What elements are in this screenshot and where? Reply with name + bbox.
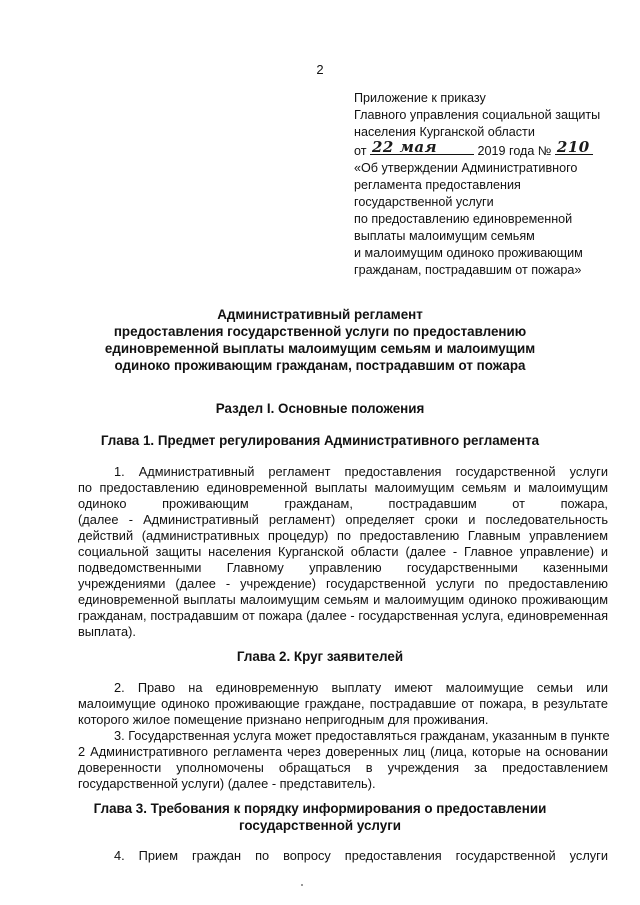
date-signature-field — [370, 138, 474, 156]
appendix-line: по предоставлению единовременной — [354, 212, 573, 226]
year-label: 2019 года № — [477, 144, 552, 158]
heading-line: государственной услуги — [238, 818, 402, 833]
text-line: малоимущие одиноко проживающие граждане, пострадавшие от пожара, в результате — [78, 696, 608, 711]
title-line: одиноко проживающим гражданам, пострадавшим от пожара — [114, 358, 526, 373]
title-line: предоставления государственной услуги по предоставлению — [113, 324, 527, 339]
chapter-1-heading: Глава 1. Предмет регулирования Административного регламента — [100, 433, 540, 448]
text-line: 1. Административный регламент предоставления государственной услуги — [114, 464, 608, 479]
scan-speck — [301, 884, 303, 886]
text-line: государственной услуги) (далее - представитель). — [78, 776, 376, 791]
chapter-3-heading — [0, 800, 640, 834]
appendix-line: Приложение к приказу — [354, 91, 486, 105]
text-line: учреждениями (далее - учреждение) государственной услуги по предоставлению — [78, 576, 608, 591]
text-line: гражданам, пострадавшим от пожара (далее - государственная услуга, единовременная — [78, 608, 608, 623]
paragraph-3 — [78, 728, 608, 792]
appendix-line: и малоимущим одиноко проживающим — [354, 246, 583, 260]
paragraph-4 — [78, 848, 608, 864]
text-line: 2. Право на единовременную выплату имеют малоимущие семьи или — [114, 680, 608, 695]
title-line: Административный регламент — [217, 307, 423, 322]
document-title — [0, 306, 640, 374]
text-line: доверенности уполномочены обращаться в учреждения за предоставлением — [78, 760, 608, 775]
appendix-line: государственной услуги — [354, 195, 494, 209]
page-number: 2 — [316, 62, 324, 77]
paragraph-2 — [78, 680, 608, 728]
text-line: действий (административных процедур) по предоставлению Главным управлением — [78, 528, 608, 543]
section-heading: Раздел I. Основные положения — [215, 401, 425, 416]
appendix-line: гражданам, пострадавшим от пожара» — [354, 263, 582, 277]
title-line: единовременной выплаты малоимущим семьям и малоимущим — [104, 341, 536, 356]
text-line: 2 Административного регламента через доверенных лиц (лица, которые на основании — [78, 744, 608, 759]
text-line: подведомственными Главному управлению государственными казенными — [78, 560, 608, 575]
text-line: выплата). — [78, 624, 136, 639]
handwritten-date: 22 мая — [372, 138, 438, 156]
text-line: социальной защиты населения Курганской области (далее - Главное управление) и — [78, 544, 608, 559]
text-line: единовременной выплаты малоимущим семьям и малоимущим одиноко проживающим — [78, 592, 608, 607]
text-line: 4. Прием граждан по вопросу предоставления государственной услуги — [114, 848, 608, 863]
appendix-line: «Об утверждении Административного — [354, 161, 578, 175]
paragraph-1 — [78, 464, 608, 640]
appendix-block — [354, 90, 616, 279]
heading-line: Глава 3. Требования к порядку информирования о предоставлении — [93, 801, 547, 816]
date-prefix: от — [354, 144, 367, 158]
text-line: одиноко проживающим гражданам, пострадавшим от пожара, — [78, 496, 608, 511]
text-line: по предоставлению единовременной выплаты малоимущим семьям и малоимущим — [78, 480, 608, 495]
text-line: (далее - Административный регламент) определяет сроки и последовательность — [78, 512, 608, 527]
handwritten-number: 210 — [556, 138, 590, 156]
text-line: которого жилое помещение признано непригодным для проживания. — [78, 712, 489, 727]
chapter-2-heading: Глава 2. Круг заявителей — [236, 649, 404, 664]
appendix-line: Главного управления социальной защиты — [354, 108, 601, 122]
appendix-date-line — [354, 138, 616, 160]
appendix-line: населения Курганской области — [354, 125, 535, 139]
number-signature-field — [555, 138, 593, 156]
appendix-line: регламента предоставления — [354, 178, 521, 192]
appendix-line: выплаты малоимущим семьям — [354, 229, 535, 243]
text-line: 3. Государственная услуга может предоставляться гражданам, указанным в пункте — [114, 728, 610, 743]
